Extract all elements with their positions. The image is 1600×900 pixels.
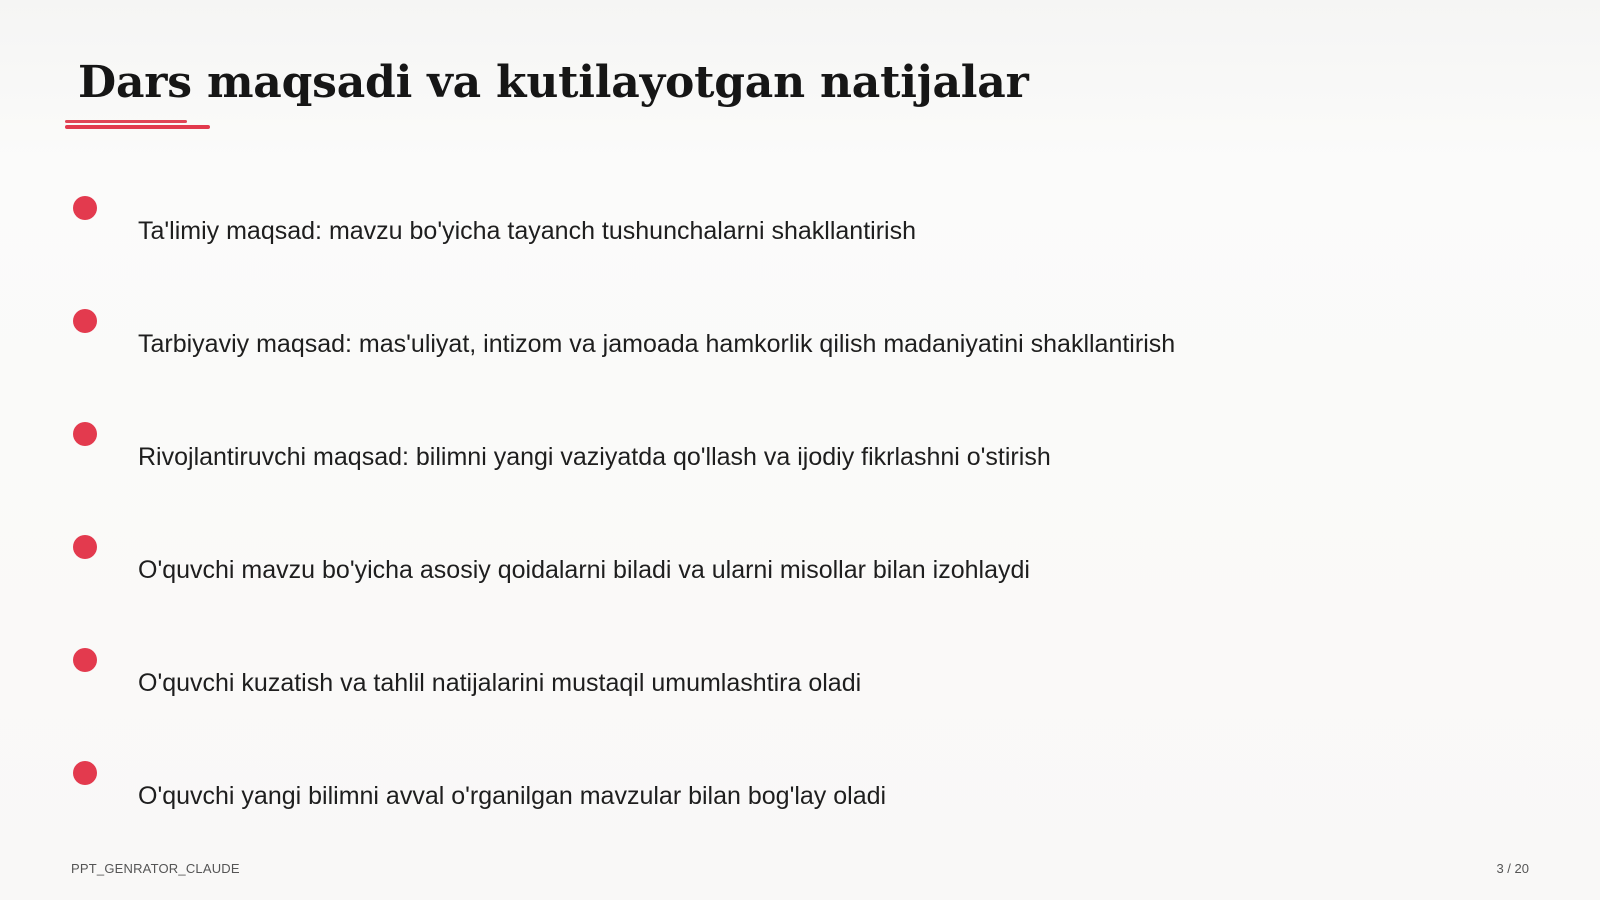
page-indicator: 3 / 20 [1496, 861, 1529, 876]
bullet-item [73, 761, 1553, 821]
bullet-item [73, 535, 1553, 595]
bullet-text: O'quvchi yangi bilimni avval o'rganilgan mavzular bilan bog'lay oladi [138, 782, 887, 810]
bullet-dot-icon [73, 648, 97, 672]
bullet-dot-icon [73, 535, 97, 559]
bullet-text: Ta'limiy maqsad: mavzu bo'yicha tayanch tushunchalarni shakllantirish [138, 217, 916, 245]
slide-title: Dars maqsadi va kutilayotgan natijalar [78, 57, 1029, 108]
bullet-text: O'quvchi kuzatish va tahlil natijalarini mustaqil umumlashtira oladi [138, 669, 862, 697]
title-underline-line-2 [65, 125, 210, 129]
bullet-item [73, 648, 1553, 708]
footer-brand: PPT_GENRATOR_CLAUDE [71, 861, 240, 876]
bullet-text: Rivojlantiruvchi maqsad: bilimni yangi vaziyatda qo'llash va ijodiy fikrlashni o'stirish [138, 443, 1051, 471]
bullet-dot-icon [73, 309, 97, 333]
title-underline-line-1 [65, 120, 187, 123]
bullet-text: O'quvchi mavzu bo'yicha asosiy qoidalarni biladi va ularni misollar bilan izohlaydi [138, 556, 1030, 584]
bullet-dot-icon [73, 196, 97, 220]
bullet-text: Tarbiyaviy maqsad: mas'uliyat, intizom va jamoada hamkorlik qilish madaniyatini shakllantirish [138, 330, 1176, 358]
bullet-dot-icon [73, 761, 97, 785]
bullet-item [73, 309, 1553, 369]
bullet-item [73, 422, 1553, 482]
title-underline [65, 120, 210, 129]
bullet-item [73, 196, 1553, 256]
bullet-dot-icon [73, 422, 97, 446]
